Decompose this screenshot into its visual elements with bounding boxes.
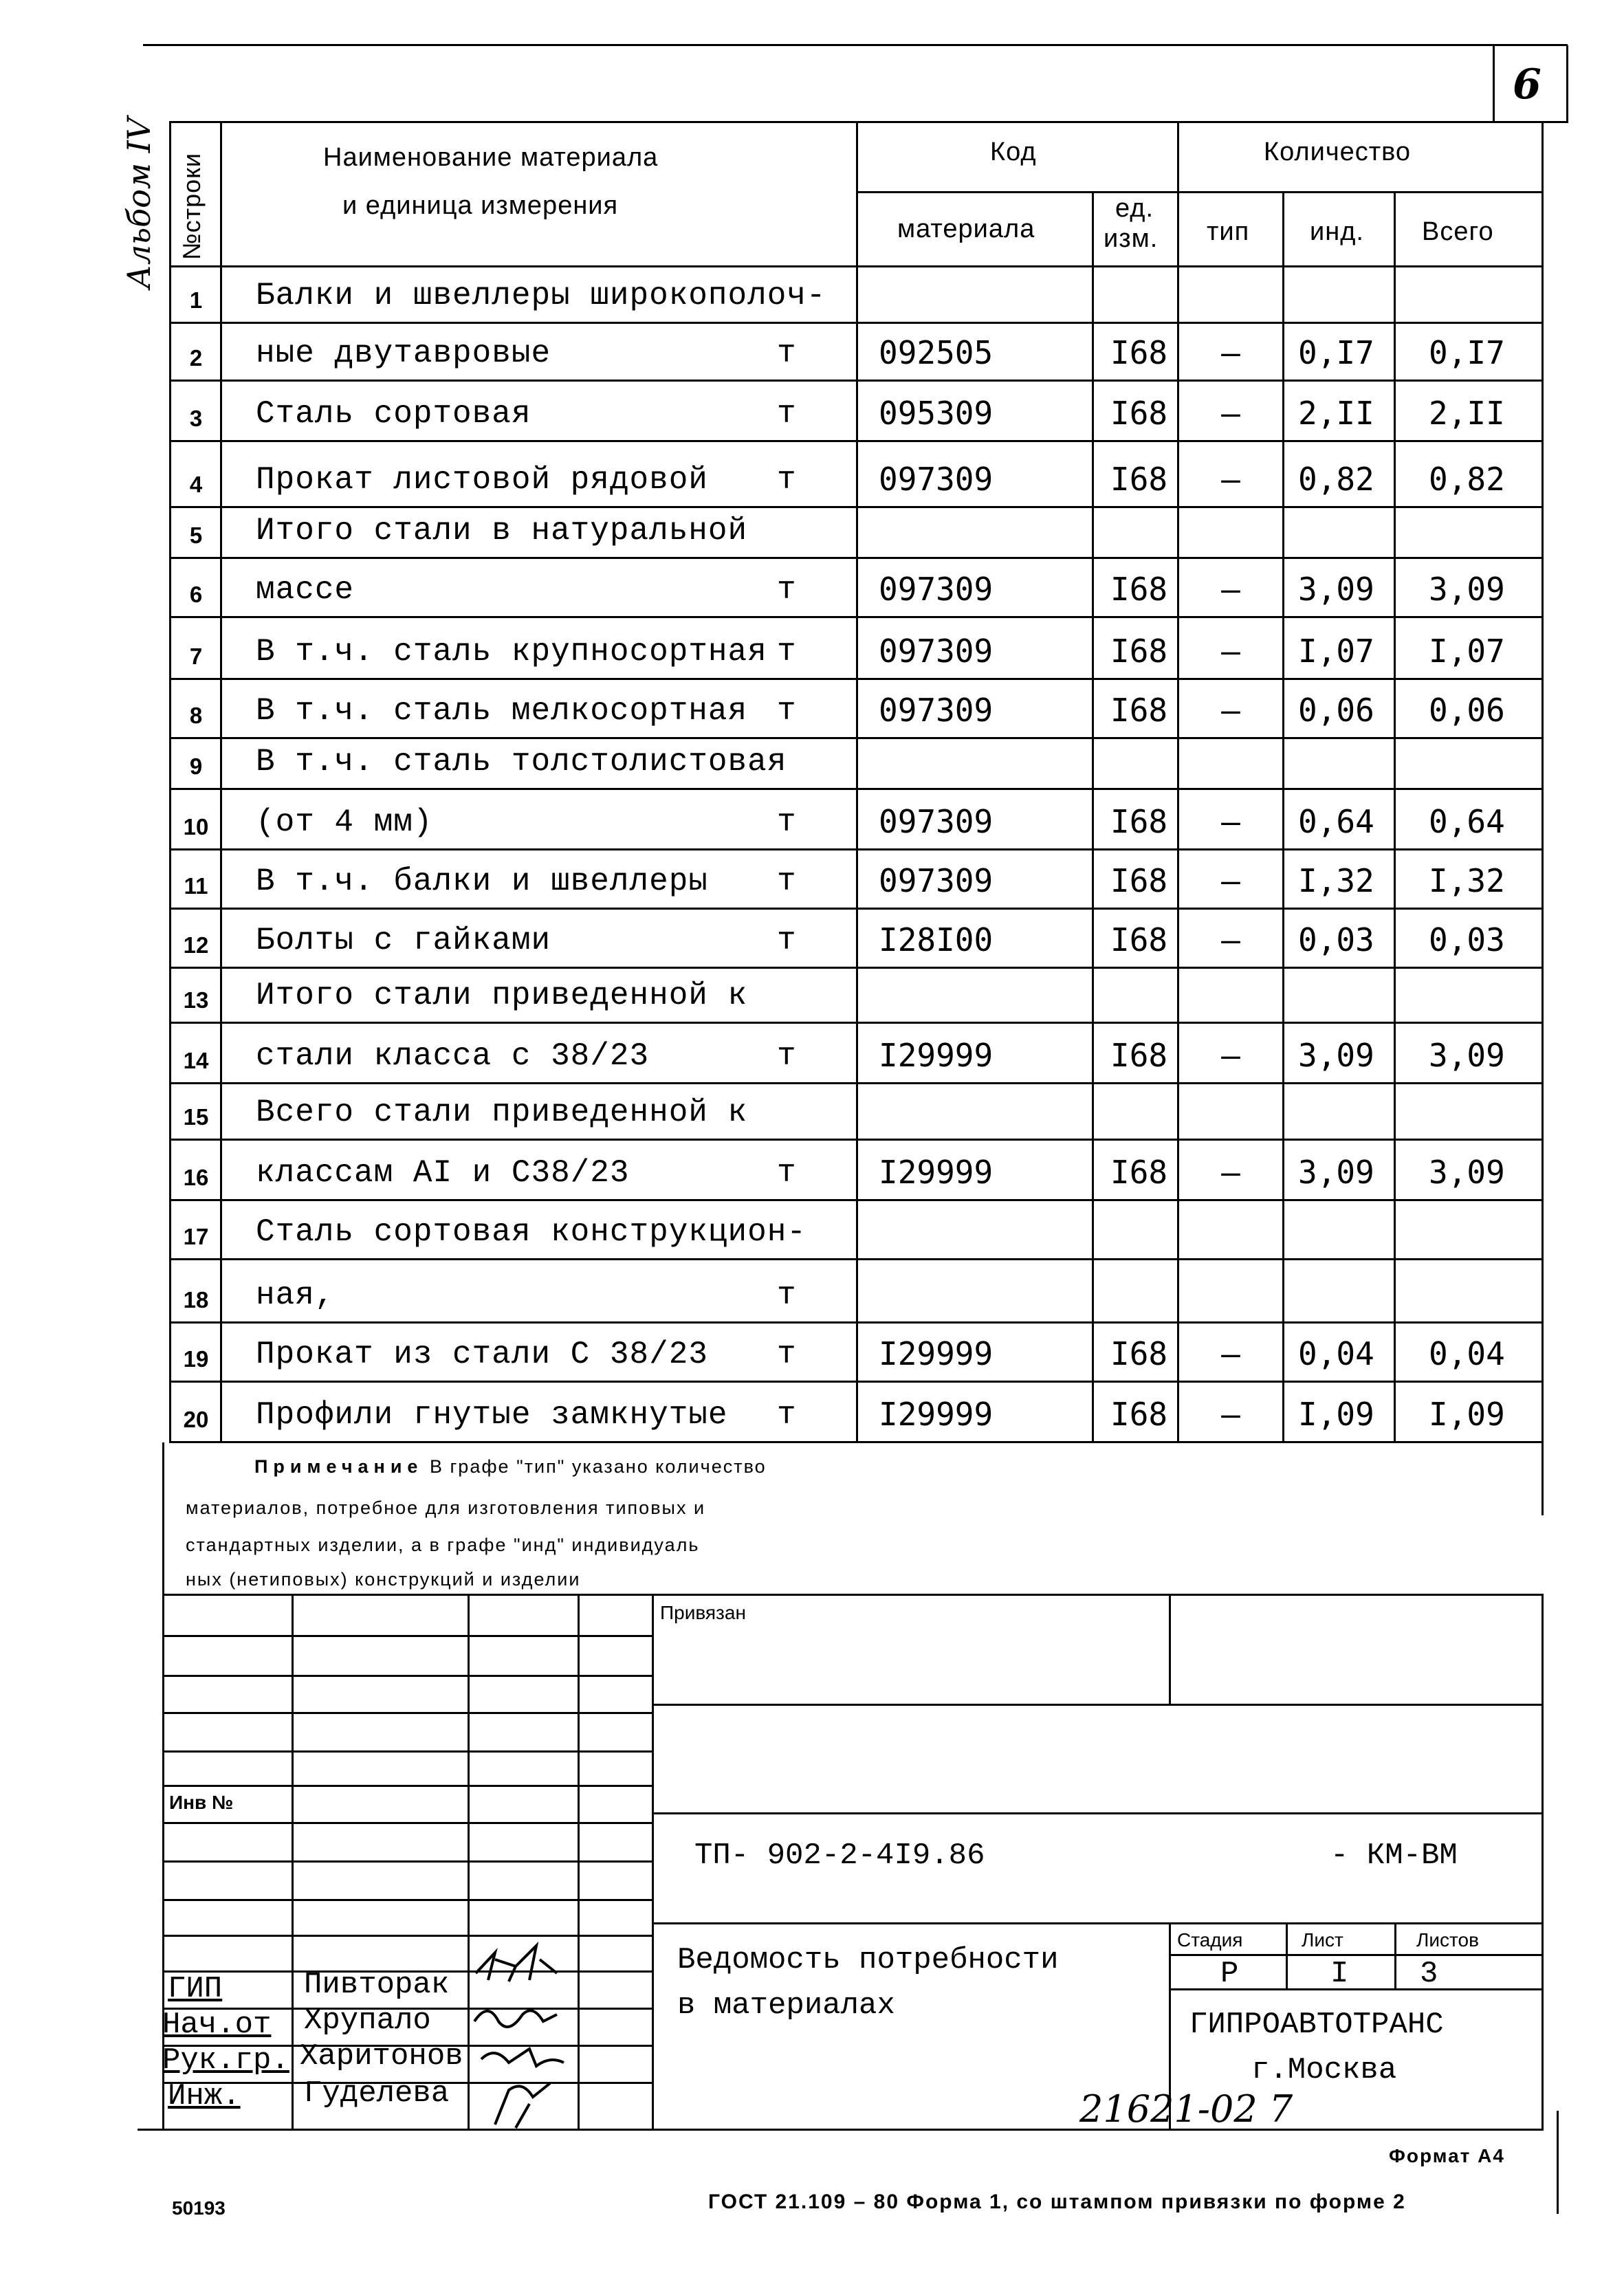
row-measure-unit: I68: [1110, 921, 1168, 958]
note-line3: стандартных изделии, а в графе "инд" индивидуаль: [186, 1535, 700, 1555]
row-number: 2: [189, 345, 203, 371]
row-measure-unit: I68: [1110, 803, 1168, 840]
row-name: Сталь сортовая: [256, 396, 531, 432]
row-unit: [777, 967, 818, 1013]
sheet-label: Лист: [1302, 1929, 1343, 1951]
row-unit: т: [777, 1337, 797, 1372]
row-ind: 0,04: [1298, 1335, 1374, 1372]
row-type: –: [1221, 1154, 1240, 1191]
row-name: (от 4 мм): [256, 804, 433, 840]
row-ind: [1298, 1082, 1394, 1130]
row-type: –: [1221, 334, 1240, 371]
row-code: I29999: [879, 1396, 994, 1433]
row-name: Болты с гайками: [256, 923, 551, 958]
row-total: [1429, 967, 1542, 1013]
row-name: Итого стали в натуральной: [256, 513, 748, 549]
row-type: –: [1221, 395, 1240, 432]
row-code: I29999: [879, 1037, 994, 1074]
role-nach-ot: Нач.от: [162, 2008, 272, 2042]
row-code: 097309: [879, 571, 994, 608]
row-ind: 0,82: [1298, 461, 1374, 498]
row-ind: [1298, 265, 1394, 314]
row-ind: [1298, 1258, 1394, 1313]
note-line2: материалов, потребное для изготовления типовых и: [186, 1497, 706, 1518]
note-line1: [254, 1456, 767, 1478]
row-unit: т: [777, 462, 797, 498]
row-number: 1: [189, 287, 203, 313]
row-ind: [1298, 506, 1394, 549]
header-code: Код: [990, 138, 1037, 166]
header-name-line2: и единица измерения: [342, 191, 619, 220]
row-measure-unit: I68: [1110, 692, 1168, 729]
row-name: классам АI и С38/23: [256, 1155, 630, 1191]
row-measure-unit: [1110, 967, 1176, 1013]
row-name: ная,: [256, 1277, 335, 1313]
row-measure-unit: I68: [1110, 1154, 1168, 1191]
row-total: [1429, 1082, 1542, 1130]
row-ind: [1298, 1199, 1394, 1250]
row-number: 8: [189, 703, 203, 728]
row-type: [1179, 265, 1282, 314]
row-total: 0,06: [1429, 692, 1505, 729]
row-name: Всего стали приведенной к: [256, 1095, 748, 1130]
row-number: 18: [183, 1287, 209, 1313]
row-code: [879, 1199, 1085, 1250]
row-code: [879, 1082, 1085, 1130]
row-type: [1179, 506, 1282, 549]
row-code: I29999: [879, 1335, 994, 1372]
row-type: –: [1221, 1037, 1240, 1074]
privyazan-label: Привязан: [660, 1602, 746, 1623]
row-code: 092505: [879, 334, 994, 371]
row-number: 16: [183, 1165, 209, 1190]
row-unit: т: [777, 804, 797, 840]
row-measure-unit: [1110, 265, 1176, 314]
gost-label: ГОСТ 21.109 – 80 Форма 1, со штампом привязки по форме 2: [708, 2190, 1406, 2213]
top-border: [143, 44, 1568, 46]
row-number: 17: [183, 1224, 209, 1249]
note-text-1: В графе "тип" указано количество: [429, 1456, 767, 1477]
row-name: стали класса с 38/23: [256, 1038, 650, 1074]
row-total: 3,09: [1429, 1154, 1505, 1191]
row-number: 3: [189, 406, 203, 431]
row-number: 13: [183, 987, 209, 1013]
row-type: –: [1221, 803, 1240, 840]
album-label: Альбом IV: [120, 117, 157, 289]
row-name: В т.ч. сталь мелкосортная: [256, 693, 748, 729]
row-measure-unit: [1110, 1258, 1176, 1313]
row-type: [1179, 967, 1282, 1013]
row-number: 4: [189, 472, 203, 497]
right-margin-line: [1557, 2111, 1559, 2214]
row-ind: 3,09: [1298, 1037, 1374, 1074]
row-total: 0,82: [1429, 461, 1505, 498]
row-ind: I,09: [1298, 1396, 1374, 1433]
row-code: 097309: [879, 461, 994, 498]
row-total: [1429, 1199, 1542, 1250]
role-gip: ГИП: [168, 1972, 223, 2006]
note-bottom-border: [162, 1594, 1544, 1596]
row-type: –: [1221, 1396, 1240, 1433]
row-measure-unit: [1110, 1199, 1176, 1250]
row-measure-unit: I68: [1110, 1037, 1168, 1074]
row-name: В т.ч. сталь крупносортная: [256, 634, 767, 670]
row-type: [1179, 1082, 1282, 1130]
row-total: 3,09: [1429, 1037, 1505, 1074]
row-type: –: [1221, 1335, 1240, 1372]
row-type: –: [1221, 571, 1240, 608]
row-measure-unit: [1110, 737, 1176, 780]
row-code: 095309: [879, 395, 994, 432]
row-unit: [777, 1082, 818, 1130]
handwritten-number: 21621-02 7: [1079, 2087, 1293, 2131]
row-type: –: [1221, 461, 1240, 498]
name-ruk-gr: Харитонов: [300, 2039, 463, 2074]
row-name: В т.ч. сталь толстолистовая: [256, 744, 787, 780]
row-ind: I,07: [1298, 633, 1374, 670]
header-ind: инд.: [1310, 217, 1364, 246]
title-line1: Ведомость потребности: [677, 1943, 1059, 1977]
row-ind: 3,09: [1298, 571, 1374, 608]
header-rownum: №строки: [177, 152, 206, 260]
city: г.Москва: [1251, 2053, 1397, 2087]
row-total: 0,64: [1429, 803, 1505, 840]
row-code: [879, 265, 1085, 314]
row-unit: т: [777, 396, 797, 432]
row-number: 5: [189, 523, 203, 548]
row-measure-unit: I68: [1110, 1335, 1168, 1372]
header-total: Всего: [1422, 217, 1494, 246]
document-suffix: - КМ-ВМ: [1330, 1838, 1458, 1873]
row-number: 11: [184, 873, 208, 899]
row-unit: т: [777, 634, 797, 670]
row-unit: [777, 265, 818, 314]
row-measure-unit: [1110, 506, 1176, 549]
row-name: массе: [256, 572, 355, 608]
row-unit: т: [777, 1397, 797, 1433]
row-measure-unit: I68: [1110, 1396, 1168, 1433]
format-label: Формат А4: [1389, 2145, 1505, 2166]
row-code: I29999: [879, 1154, 994, 1191]
row-code: 097309: [879, 803, 994, 840]
row-total: [1429, 506, 1542, 549]
row-ind: 0,64: [1298, 803, 1374, 840]
row-name: Прокат из стали С 38/23: [256, 1337, 708, 1372]
row-type: [1179, 737, 1282, 780]
row-type: [1179, 1258, 1282, 1313]
title-line2: в материалах: [677, 1988, 895, 2023]
organization: ГИПРОАВТОТРАНС: [1189, 2008, 1444, 2042]
row-total: 2,II: [1429, 395, 1505, 432]
row-name: Сталь сортовая конструкцион-: [256, 1214, 806, 1250]
row-total: 0,03: [1429, 921, 1505, 958]
row-code: [879, 506, 1085, 549]
stage-value: Р: [1220, 1957, 1239, 1991]
header-quantity: Количество: [1264, 138, 1412, 166]
row-name: Итого стали приведенной к: [256, 978, 748, 1013]
role-inzh: Инж.: [168, 2079, 241, 2113]
row-name: Балки и швеллеры широкополоч-: [256, 278, 826, 314]
role-ruk-gr: Рук.гр.: [162, 2043, 289, 2078]
header-unit-line1: ед.: [1115, 194, 1154, 223]
row-unit: т: [777, 864, 797, 899]
row-ind: I,32: [1298, 862, 1374, 899]
row-total: [1429, 1258, 1542, 1313]
header-unit-line2: изм.: [1104, 224, 1159, 253]
row-unit: т: [777, 923, 797, 958]
row-unit: т: [777, 572, 797, 608]
row-number: 9: [189, 754, 203, 779]
row-code: 097309: [879, 692, 994, 729]
row-unit: [777, 1199, 818, 1250]
stage-label: Стадия: [1177, 1929, 1243, 1951]
row-measure-unit: [1110, 1082, 1176, 1130]
row-unit: т: [777, 1277, 797, 1313]
row-total: I,32: [1429, 862, 1505, 899]
sheets-label: Листов: [1416, 1929, 1479, 1951]
name-inzh: Гуделева: [304, 2076, 450, 2111]
row-number: 6: [189, 582, 203, 607]
name-gip: Пивторак: [304, 1968, 450, 2002]
note-lead: Примечание: [254, 1456, 424, 1477]
row-code: 097309: [879, 862, 994, 899]
row-number: 7: [189, 644, 203, 669]
row-ind: 0,03: [1298, 921, 1374, 958]
header-material: материала: [897, 215, 1035, 243]
header-name-line1: Наименование материала: [323, 143, 659, 172]
page-number-box-left: [1493, 45, 1495, 122]
row-name: Профили гнутые замкнутые: [256, 1397, 728, 1433]
row-total: 0,I7: [1429, 334, 1505, 371]
row-ind: [1298, 967, 1394, 1013]
row-ind: 3,09: [1298, 1154, 1374, 1191]
row-number: 19: [183, 1346, 209, 1372]
row-ind: [1298, 737, 1394, 780]
row-name: В т.ч. балки и швеллеры: [256, 864, 708, 899]
row-code: [879, 737, 1085, 780]
row-measure-unit: I68: [1110, 461, 1168, 498]
page-number-box-right: [1566, 45, 1568, 122]
bottom-left-number: 50193: [172, 2197, 226, 2219]
row-total: 0,04: [1429, 1335, 1505, 1372]
row-type: [1179, 1199, 1282, 1250]
row-unit: т: [777, 693, 797, 729]
row-number: 20: [183, 1407, 209, 1432]
row-number: 15: [183, 1104, 209, 1130]
row-ind: 0,I7: [1298, 334, 1374, 371]
row-number: 10: [183, 814, 209, 839]
row-measure-unit: I68: [1110, 334, 1168, 371]
row-name: ные двутавровые: [256, 336, 551, 371]
page-number: 6: [1513, 61, 1541, 109]
row-code: [879, 1258, 1085, 1313]
row-type: –: [1221, 692, 1240, 729]
row-measure-unit: I68: [1110, 862, 1168, 899]
row-type: –: [1221, 862, 1240, 899]
row-measure-unit: I68: [1110, 571, 1168, 608]
row-type: –: [1221, 921, 1240, 958]
row-unit: т: [777, 336, 797, 371]
row-measure-unit: I68: [1110, 633, 1168, 670]
inv-no-label: Инв №: [169, 1792, 234, 1813]
row-unit: т: [777, 1038, 797, 1074]
row-total: 3,09: [1429, 571, 1505, 608]
name-nach-ot: Хрупало: [304, 2003, 431, 2038]
row-ind: 0,06: [1298, 692, 1374, 729]
row-type: –: [1221, 633, 1240, 670]
row-total: I,09: [1429, 1396, 1505, 1433]
row-unit: [777, 506, 818, 549]
note-line4: ных (нетиповых) конструкций и изделии: [186, 1569, 581, 1590]
row-total: [1429, 265, 1542, 314]
row-total: I,07: [1429, 633, 1505, 670]
sheet-value: I: [1330, 1957, 1349, 1991]
row-ind: 2,II: [1298, 395, 1374, 432]
row-measure-unit: I68: [1110, 395, 1168, 432]
row-number: 12: [183, 932, 209, 958]
sheets-value: 3: [1420, 1957, 1438, 1991]
row-code: I28I00: [879, 921, 994, 958]
row-total: [1429, 737, 1542, 780]
row-unit: т: [777, 1155, 797, 1191]
row-name: Прокат листовой рядовой: [256, 462, 708, 498]
row-code: [879, 967, 1085, 1013]
document-code: ТП- 902-2-4I9.86: [694, 1838, 985, 1873]
header-type: тип: [1207, 217, 1250, 246]
signatures: [468, 1932, 584, 2131]
row-code: 097309: [879, 633, 994, 670]
row-number: 14: [183, 1048, 209, 1073]
row-unit: [777, 737, 818, 780]
